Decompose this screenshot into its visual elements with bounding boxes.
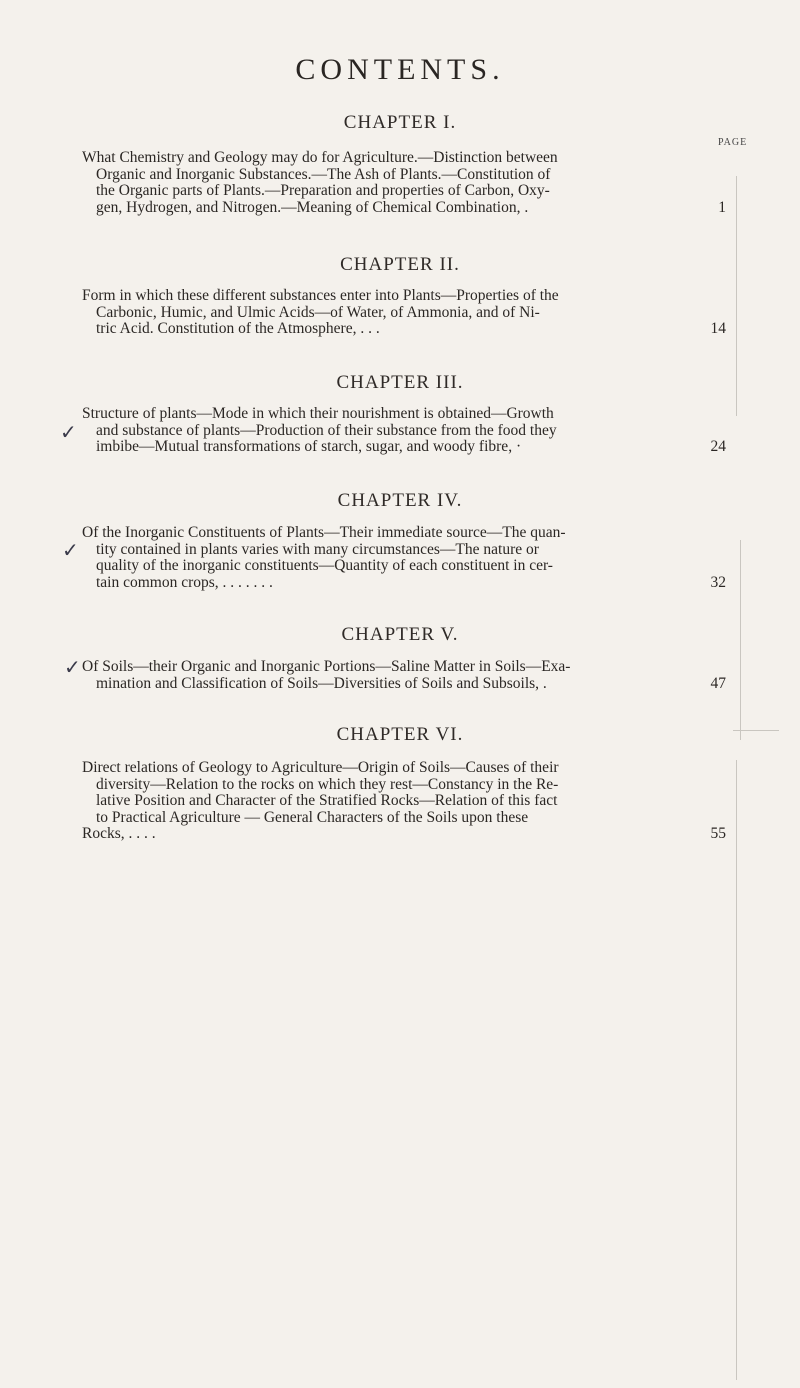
entry-line: What Chemistry and Geology may do for Agriculture.—Distinction between (82, 149, 558, 166)
chapter-heading: CHAPTER IV. (337, 490, 463, 511)
entry-line: tity contained in plants varies with many circumstances—The nature or (96, 540, 539, 558)
entry-line: quality of the inorganic constituents—Quantity of each constituent in cer- (96, 557, 553, 575)
page-number: 1 (718, 199, 726, 216)
handwritten-check-mark-icon: ✓ (62, 540, 79, 562)
entry-line: Rocks, . . . . (82, 825, 156, 843)
page-number: 32 (710, 574, 726, 591)
entry-line: Of the Inorganic Constituents of Plants—Their immediate source—The quan- (82, 524, 566, 541)
entry-line: Direct relations of Geology to Agriculture—Origin of Soils—Causes of their (82, 759, 559, 776)
gutter-line (736, 176, 737, 416)
entry-line: to Practical Agriculture — General Characters of the Soils upon these (96, 808, 529, 826)
entry-line: Structure of plants—Mode in which their nourishment is obtained—Growth (82, 405, 554, 422)
entry-line: Of Soils—their Organic and Inorganic Portions—Saline Matter in Soils—Exa- (82, 658, 571, 675)
chapter-entry (82, 760, 687, 843)
entry-line: Carbonic, Humic, and Ulmic Acids—of Water, of Ammonia, and of Ni- (96, 303, 540, 321)
chapter-entry (82, 288, 687, 338)
page-number: 55 (710, 825, 726, 842)
chapter-entry (82, 406, 687, 456)
entry-line: gen, Hydrogen, and Nitrogen.—Meaning of Chemical Combination, . (96, 198, 529, 216)
entry-line: tric Acid. Constitution of the Atmosphere, . . . (96, 320, 380, 338)
page-column-header: PAGE (718, 137, 748, 148)
chapter-heading: CHAPTER V. (341, 624, 459, 645)
entry-line: lative Position and Character of the Stratified Rocks—Relation of this fact (96, 792, 558, 810)
chapter-entry (82, 525, 687, 591)
chapter-heading: CHAPTER VI. (336, 724, 464, 745)
entry-line: imbibe—Mutual transformations of starch, sugar, and woody fibre, · (96, 438, 522, 456)
chapter-heading: CHAPTER III. (336, 372, 464, 393)
entry-line: Organic and Inorganic Substances.—The Ash of Plants.—Constitution of (96, 165, 551, 183)
entry-line: Form in which these different substances enter into Plants—Properties of the (82, 287, 559, 304)
entry-line: mination and Classification of Soils—Diversities of Soils and Subsoils, . (96, 674, 547, 692)
chapter-heading: CHAPTER II. (340, 254, 460, 275)
chapter-entry (82, 150, 687, 216)
chapter-entry (82, 659, 687, 692)
handwritten-check-mark-icon: ✓ (64, 657, 81, 679)
entry-line: and substance of plants—Production of their substance from the food they (96, 421, 557, 439)
entry-line: tain common crops, . . . . . . . (96, 573, 273, 591)
page-title: CONTENTS. (295, 53, 505, 86)
gutter-line (736, 760, 737, 1380)
handwritten-check-mark-icon: ✓ (60, 422, 77, 444)
gutter-line (740, 540, 741, 740)
page-number: 14 (710, 320, 726, 337)
page-number: 47 (710, 675, 726, 692)
chapter-heading: CHAPTER I. (343, 112, 457, 133)
page-number: 24 (710, 438, 726, 455)
entry-line: the Organic parts of Plants.—Preparation and properties of Carbon, Oxy- (96, 182, 550, 200)
gutter-line (733, 730, 779, 731)
entry-line: diversity—Relation to the rocks on which they rest—Constancy in the Re- (96, 775, 559, 793)
